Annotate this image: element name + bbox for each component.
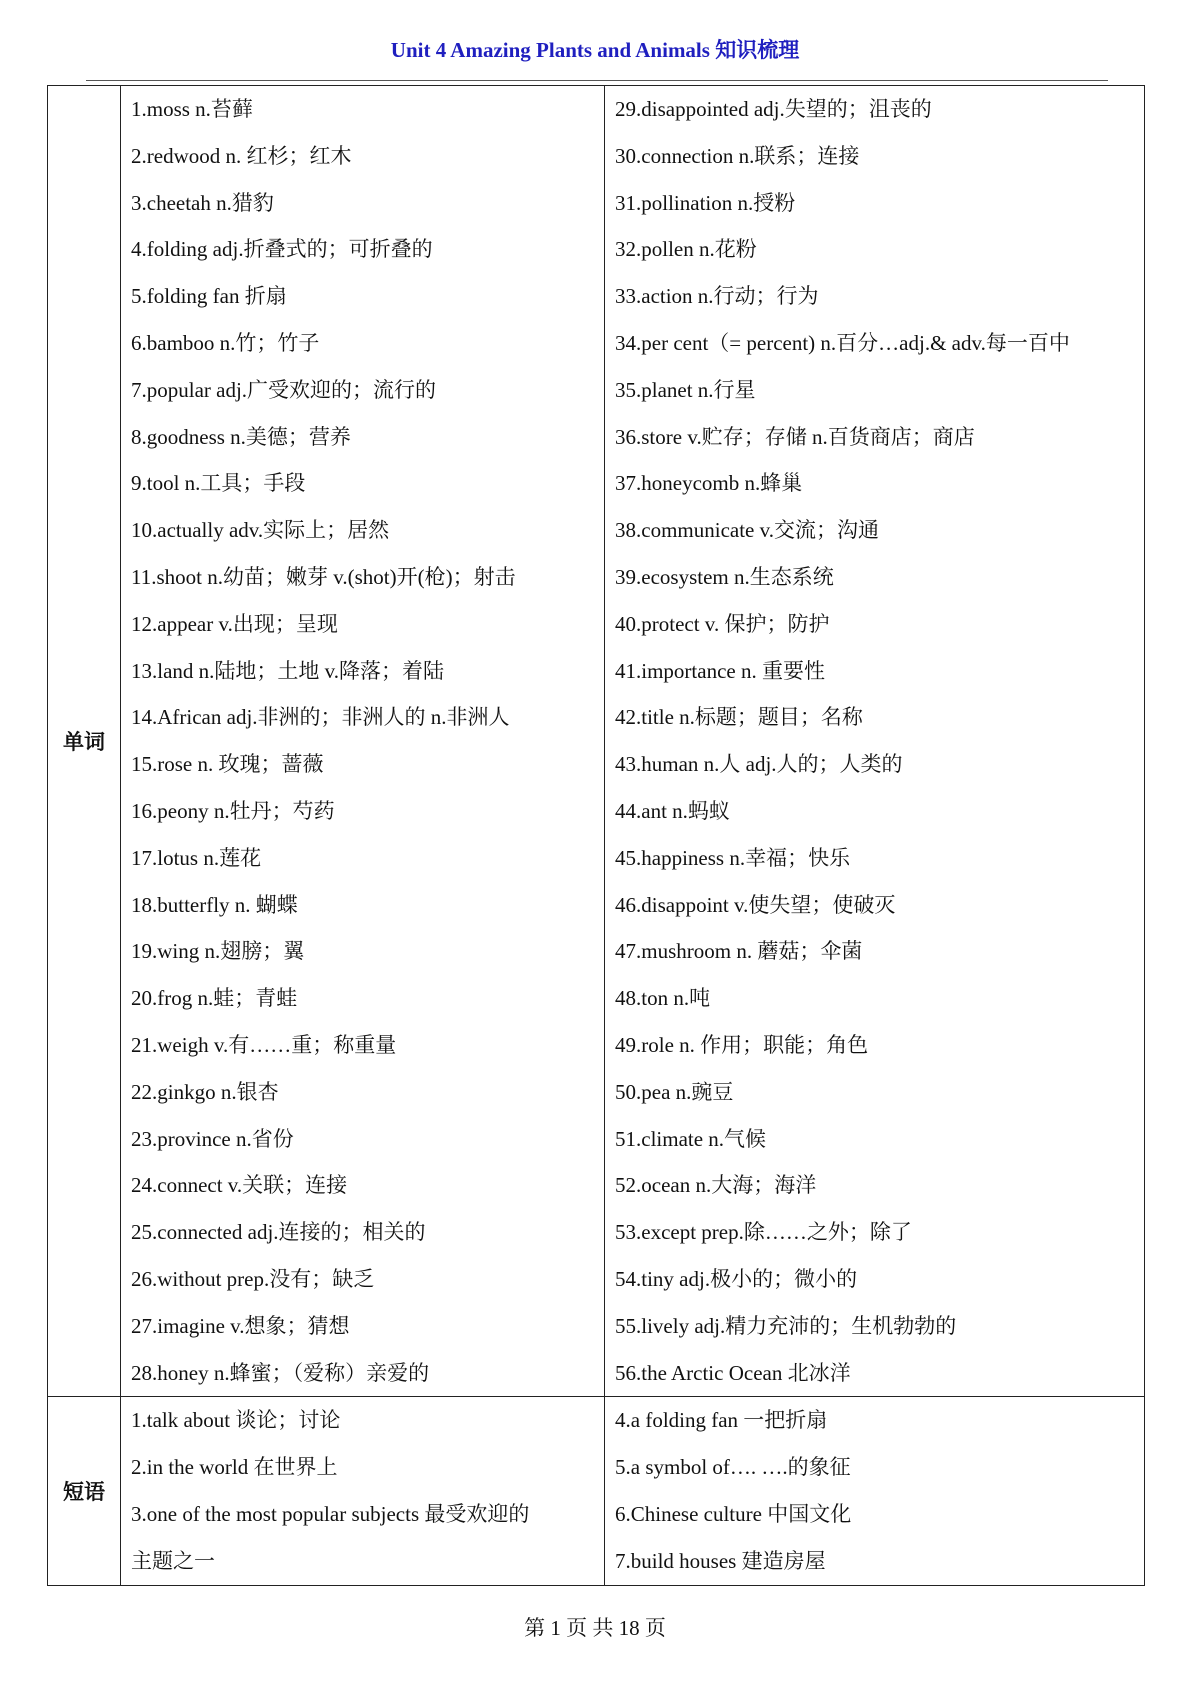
phrase-entry: 2.in the world 在世界上 xyxy=(131,1455,338,1480)
vocab-entry: 54.tiny adj.极小的；微小的 xyxy=(615,1266,858,1291)
vocab-entry: 34.per cent（= percent) n.百分…adj.& adv.每一百中 xyxy=(615,330,1070,355)
vocab-entry: 12.appear v.出现；呈现 xyxy=(131,611,338,636)
vocab-entry: 49.role n. 作用；职能；角色 xyxy=(615,1032,869,1057)
vocab-entry: 46.disappoint v.使失望；使破灭 xyxy=(615,892,896,917)
vocab-entry: 20.frog n.蛙；青蛙 xyxy=(131,986,298,1011)
page-title: Unit 4 Amazing Plants and Animals 知识梳理 xyxy=(390,38,800,62)
vocab-entry: 22.ginkgo n.银杏 xyxy=(131,1079,279,1104)
vocab-entry: 2.redwood n. 红杉；红木 xyxy=(131,143,352,168)
page-number: 第 1 页 共 18 页 xyxy=(524,1616,666,1640)
vocab-entry: 9.tool n.工具；手段 xyxy=(131,471,306,496)
phrase-entry: 6.Chinese culture 中国文化 xyxy=(615,1501,852,1526)
vocab-entry: 33.action n.行动；行为 xyxy=(615,284,819,309)
phrase-entry: 5.a symbol of…. ….的象征 xyxy=(615,1455,851,1480)
vocab-entry: 48.ton n.吨 xyxy=(615,986,711,1011)
vocab-entry: 24.connect v.关联；连接 xyxy=(131,1173,348,1198)
words-section xyxy=(48,86,1145,1397)
vocab-entry: 27.imagine v.想象；猜想 xyxy=(131,1313,350,1338)
vocab-entry: 44.ant n.蚂蚁 xyxy=(615,798,730,823)
vocab-entry: 7.popular adj.广受欢迎的；流行的 xyxy=(131,377,437,402)
vocab-entry: 18.butterfly n. 蝴蝶 xyxy=(131,892,298,917)
title-divider xyxy=(86,80,1108,81)
vocab-entry: 50.pea n.豌豆 xyxy=(615,1079,734,1104)
vocab-entry: 21.weigh v.有……重；称重量 xyxy=(131,1032,397,1057)
phrase-entry: 1.talk about 谈论；讨论 xyxy=(131,1408,341,1433)
phrase-entry: 4.a folding fan 一把折扇 xyxy=(615,1408,828,1433)
phrase-entry: 3.one of the most popular subjects 最受欢迎的 xyxy=(131,1501,530,1526)
vocab-entry: 14.African adj.非洲的；非洲人的 n.非洲人 xyxy=(131,705,510,730)
phrases-label: 短语 xyxy=(48,1397,121,1585)
vocab-entry: 10.actually adv.实际上；居然 xyxy=(131,518,390,543)
vocab-entry: 37.honeycomb n.蜂巢 xyxy=(615,471,803,496)
vocab-entry: 4.folding adj.折叠式的；可折叠的 xyxy=(131,237,433,262)
vocab-entry: 15.rose n. 玫瑰；蔷薇 xyxy=(131,752,324,777)
vocab-entry: 6.bamboo n.竹；竹子 xyxy=(131,330,320,355)
vocab-entry: 38.communicate v.交流；沟通 xyxy=(615,518,880,543)
phrase-entry: 7.build houses 建造房屋 xyxy=(615,1548,826,1573)
vocab-entry: 5.folding fan 折扇 xyxy=(131,284,287,309)
words-label: 单词 xyxy=(48,86,121,1397)
vocab-entry: 26.without prep.没有；缺乏 xyxy=(131,1266,375,1291)
words-left-column xyxy=(121,86,605,1397)
vocabulary-table xyxy=(47,85,1145,1586)
phrases-section xyxy=(48,1397,1145,1585)
vocab-entry: 17.lotus n.莲花 xyxy=(131,845,262,870)
phrase-entry: 主题之一 xyxy=(131,1548,215,1573)
words-right-column xyxy=(605,86,1145,1397)
vocab-entry: 41.importance n. 重要性 xyxy=(615,658,825,683)
vocab-entry: 16.peony n.牡丹；芍药 xyxy=(131,798,335,823)
vocab-entry: 31.pollination n.授粉 xyxy=(615,190,796,215)
vocab-entry: 23.province n.省份 xyxy=(131,1126,294,1151)
vocab-entry: 35.planet n.行星 xyxy=(615,377,756,402)
vocab-entry: 32.pollen n.花粉 xyxy=(615,237,757,262)
vocab-entry: 45.happiness n.幸福；快乐 xyxy=(615,845,851,870)
phrases-left-column xyxy=(121,1397,605,1585)
vocab-entry: 40.protect v. 保护；防护 xyxy=(615,611,830,636)
vocab-entry: 56.the Arctic Ocean 北冰洋 xyxy=(615,1360,851,1385)
vocab-entry: 11.shoot n.幼苗；嫩芽 v.(shot)开(枪)；射击 xyxy=(131,564,516,589)
vocab-entry: 13.land n.陆地；土地 v.降落；着陆 xyxy=(131,658,445,683)
vocab-entry: 3.cheetah n.猎豹 xyxy=(131,190,274,215)
vocab-entry: 29.disappointed adj.失望的；沮丧的 xyxy=(615,97,932,121)
vocab-entry: 47.mushroom n. 蘑菇；伞菌 xyxy=(615,939,863,964)
vocab-entry: 8.goodness n.美德；营养 xyxy=(131,424,351,449)
vocab-entry: 39.ecosystem n.生态系统 xyxy=(615,564,834,589)
vocab-entry: 25.connected adj.连接的；相关的 xyxy=(131,1220,426,1245)
vocab-entry: 1.moss n.苔藓 xyxy=(131,97,253,121)
vocab-entry: 36.store v.贮存；存储 n.百货商店；商店 xyxy=(615,424,975,449)
vocab-entry: 43.human n.人 adj.人的；人类的 xyxy=(615,752,903,777)
vocab-entry: 30.connection n.联系；连接 xyxy=(615,143,860,168)
vocab-entry: 52.ocean n.大海；海洋 xyxy=(615,1173,817,1198)
phrases-right-column xyxy=(605,1397,1145,1585)
vocab-entry: 55.lively adj.精力充沛的；生机勃勃的 xyxy=(615,1313,957,1338)
vocab-entry: 53.except prep.除……之外；除了 xyxy=(615,1220,912,1245)
vocab-entry: 19.wing n.翅膀；翼 xyxy=(131,939,305,964)
vocab-entry: 51.climate n.气候 xyxy=(615,1126,767,1151)
vocab-entry: 28.honey n.蜂蜜；（爱称）亲爱的 xyxy=(131,1360,430,1385)
vocab-entry: 42.title n.标题；题目；名称 xyxy=(615,705,863,730)
